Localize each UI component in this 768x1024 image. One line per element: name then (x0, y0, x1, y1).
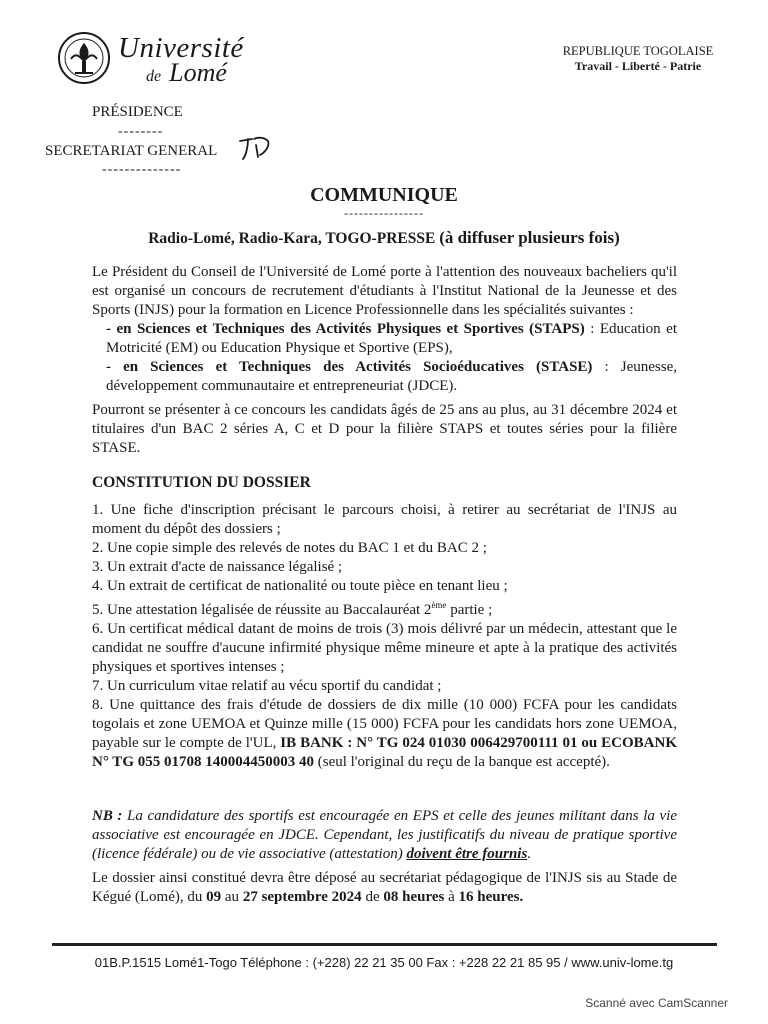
speciality-stase (92, 358, 677, 396)
page-title: COMMUNIQUE (310, 184, 458, 206)
nb-note (92, 807, 677, 864)
intro-text: Le Président du Conseil de l'Université de Lomé porte à l'attention des nouveaux bacheliers qu'il est organisé un concours de recrutement d'étudiants à l'Institut National de la Jeunesse et des Sports (INJS) pour la formation en Licence Professionnelle dans les spécialités suivantes : (92, 264, 677, 318)
handwritten-initials-signature (238, 133, 274, 163)
staps-detail: : Education et Motricité (EM) ou Education Physique et Sportive (EPS), (106, 321, 677, 356)
item5-text: 5. Une attestation légalisée de réussite au Baccalauréat 2 (92, 602, 432, 618)
dossier-heading: CONSTITUTION DU DOSSIER (92, 474, 311, 491)
national-motto: Travail - Liberté - Patrie (574, 59, 702, 73)
logo-lome-word: Lomé (169, 58, 227, 87)
end-hour: 16 heures. (458, 889, 524, 905)
footer-divider (52, 943, 717, 946)
start-hour: 08 heures (383, 889, 445, 905)
nb-emphasis: doivent être fournis (406, 846, 528, 862)
start-date: 09 (206, 889, 222, 905)
list-item (92, 696, 677, 772)
university-seal-icon (57, 31, 111, 85)
item8-text: 8. Une quittance des frais d'étude de dossiers de dix mille (10 000) FCFA pour les candidats togolais et zone UEMOA et Quinze mille (15 000) FCFA pour les candidats hors zone UEMOA, payable sur le compte de l'UL, (92, 697, 677, 751)
list-item: 2. Une copie simple des relevés de notes du BAC 1 et du BAC 2 ; (92, 540, 487, 556)
list-item: 7. Un curriculum vitae relatif au vécu sportif du candidat ; (92, 678, 442, 694)
secretariat-label: SECRETARIAT GENERAL (45, 143, 218, 159)
title-underline-dashes: ---------------- (344, 206, 424, 220)
broadcast-line (0, 228, 768, 248)
deposit-paragraph (92, 869, 677, 907)
item5-end: partie ; (446, 602, 493, 618)
nb-text: La candidature des sportifs est encouragée en EPS et celle des jeunes militant dans la vie associative est encouragée en JDCE. Cependant, les justificatifs du niveau de pratique sportive (licence fédérale) ou de vie associative (attestation) (92, 808, 677, 862)
item8-end: (seul l'original du reçu de la banque est accepté). (313, 754, 610, 770)
stase-title: - en Sciences et Techniques des Activités Socioéducatives (STASE) (106, 359, 593, 375)
republic-name: REPUBLIQUE TOGOLAISE (562, 44, 714, 58)
deposit-de: de (361, 889, 384, 905)
logo-university-text: Université (118, 32, 244, 64)
nb-label: NB : (92, 808, 123, 824)
logo-de-text: de (146, 68, 162, 85)
end-date: 27 septembre 2024 (242, 889, 362, 905)
item5-superscript: ème (431, 600, 447, 610)
separator-dashes: -------- (118, 124, 164, 139)
stase-detail: : Jeunesse, développement communautaire et entrepreneuriat (JDCE). (106, 359, 677, 394)
footer-contact: 01B.P.1515 Lomé1-Togo Téléphone : (+228) 22 21 35 00 Fax : +228 22 21 85 95 / www.univ-lome.tg (94, 955, 674, 970)
logo-lome-text (146, 58, 227, 88)
separator-dashes-long: -------------- (102, 162, 182, 177)
republic-heading (552, 44, 724, 74)
eligibility-paragraph: Pourront se présenter à ce concours les candidats âgés de 25 ans au plus, au 31 décembre 2024 et titulaires d'un BAC 2 séries A, C et D pour la filière STAPS et toutes séries pour la filière STASE. (92, 402, 677, 456)
list-item (92, 596, 677, 620)
speciality-staps (92, 320, 677, 358)
list-item: 4. Un extrait de certificat de nationalité ou toute pièce en tenant lieu ; (92, 578, 508, 594)
staps-title: - en Sciences et Techniques des Activités Physiques et Sportives (STAPS) (106, 321, 585, 337)
broadcast-note: (à diffuser plusieurs fois) (439, 228, 620, 247)
list-item: 3. Un extrait d'acte de naissance légalisé ; (92, 559, 343, 575)
list-item: 6. Un certificat médical datant de moins de trois (3) mois délivré par un médecin, attestant que le candidat ne souffre d'aucune infirmité physique même mineure et apte à la pratique des activités physiques et sportives intenses ; (92, 621, 677, 675)
dossier-list (92, 501, 677, 772)
deposit-a: à (444, 889, 459, 905)
scanner-watermark: Scanné avec CamScanner (585, 996, 728, 1010)
nb-end: . (527, 846, 532, 862)
broadcast-channels: Radio-Lomé, Radio-Kara, TOGO-PRESSE (148, 230, 436, 247)
deposit-text: Le dossier ainsi constitué devra être déposé au secrétariat pédagogique de l'INJS sis au Stade de Kégué (Lomé), du (92, 870, 677, 905)
presidence-label: PRÉSIDENCE (92, 104, 183, 120)
intro-paragraph (92, 263, 677, 396)
deposit-au: au (221, 889, 243, 905)
list-item: 1. Une fiche d'inscription précisant le parcours choisi, à retirer au secrétariat de l'INJS au moment du dépôt des dossiers ; (92, 502, 677, 537)
bank-accounts: IB BANK : N° TG 024 01030 006429700111 01 ou ECOBANK N° TG 055 01708 140004450003 40 (92, 735, 678, 770)
